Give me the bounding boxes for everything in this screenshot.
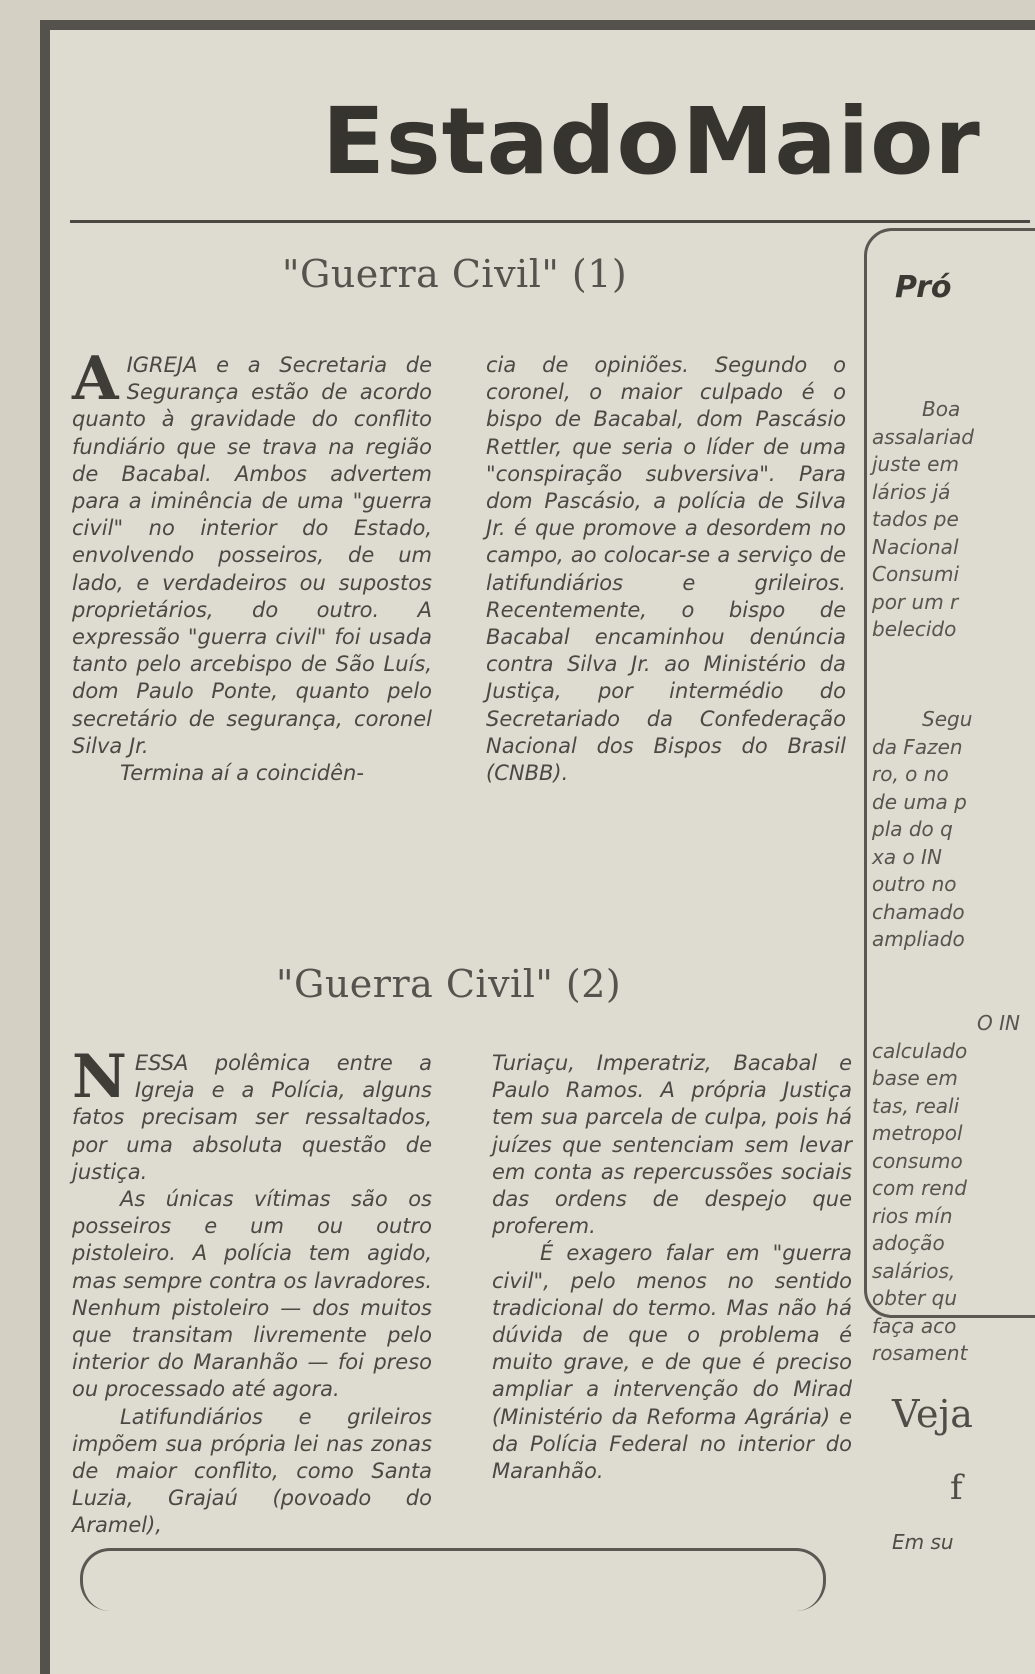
article-1-column-2 bbox=[486, 352, 846, 787]
bottom-fragment: f bbox=[950, 1468, 963, 1508]
sidebar-line: por um r bbox=[872, 589, 959, 614]
sidebar-line: da Fazen bbox=[872, 734, 963, 759]
sidebar-line: tados pe bbox=[872, 507, 959, 531]
sidebar-line: obter qu bbox=[872, 1286, 958, 1310]
article-2-column-1 bbox=[72, 1042, 432, 1540]
sidebar-line: belecido bbox=[872, 617, 957, 641]
sidebar-line: Nacional bbox=[872, 534, 959, 559]
sidebar-line: rosament bbox=[872, 1341, 968, 1365]
sidebar-line: salários, bbox=[872, 1258, 956, 1283]
bottom-box bbox=[80, 1548, 826, 1611]
article-2-col1-para-2: As únicas vítimas são os posseiros e um ou outro pistoleiro. A polícia tem agido, mas sempre contra os lavradores. Nenhum pistoleiro — dos muitos que transitam livremente pelo interior do Maranhão — foi preso ou processado até agora. bbox=[72, 1187, 432, 1402]
article-1-column-1 bbox=[72, 344, 432, 787]
sidebar-line: Consumi bbox=[872, 562, 960, 586]
sidebar-line: tas, reali bbox=[872, 1093, 960, 1118]
article-1-col1-para-1: IGREJA e a Secretaria de Segurança estão de acordo quanto à gravidade do conflito fundiário que se trava na região de Bacabal. Ambos advertem para a iminência de uma "guerra civil" no interior do Estado, envolvendo posseiros, de um lado, e verdadeiros ou supostos proprietários, do outro. A expressão "guerra civil" foi usada tanto pelo arcebispo de São Luís, dom Paulo Ponte, quanto pelo secretário de segurança, coronel Silva Jr. bbox=[72, 353, 432, 758]
article-2-col1-para-1: ESSA polêmica entre a Igreja e a Polícia, alguns fatos precisam ser ressaltados, por uma absoluta questão de justiça. bbox=[72, 1051, 432, 1184]
sidebar-line: base em bbox=[872, 1066, 958, 1090]
article-2-col1-para-3: Latifundiários e grileiros impõem sua própria lei nas zonas de maior conflito, como Santa Luzia, Grajaú (povoado do Aramel), bbox=[72, 1404, 432, 1538]
masthead-rule bbox=[70, 220, 1030, 223]
article-2-headline: "Guerra Civil" (2) bbox=[276, 962, 622, 1006]
sidebar-line: assalariad bbox=[872, 424, 974, 449]
sidebar-line: consumo bbox=[872, 1148, 963, 1173]
article-2-column-2 bbox=[492, 1050, 852, 1485]
bottom-small-text: Em su bbox=[892, 1530, 954, 1554]
sidebar-line: de uma p bbox=[872, 789, 967, 814]
sidebar-line: chamado bbox=[872, 899, 965, 924]
sidebar-line: Boa bbox=[922, 397, 961, 421]
article-2-dropcap: N bbox=[72, 1042, 127, 1112]
sidebar-paragraph-1 bbox=[872, 396, 1035, 644]
sidebar-line: ro, o no bbox=[872, 762, 949, 786]
article-2-col2-para-2: É exagero falar em "guerra civil", pelo menos no sentido tradicional do termo. Mas não há dúvida de que o problema é muito grave, e de que é preciso ampliar a intervenção do Mirad (Ministério da Reforma Agrária) e da Polícia Federal no interior do Maranhão. bbox=[492, 1241, 852, 1484]
sidebar-paragraph-2 bbox=[872, 706, 1035, 954]
sidebar-line: outro no bbox=[872, 872, 957, 896]
article-1-headline: "Guerra Civil" (1) bbox=[282, 252, 628, 296]
article-2-col2-para-1: Turiaçu, Imperatriz, Bacabal e Paulo Ramos. A própria Justiça tem sua parcela de culpa, pois há juízes que sentenciam sem levar em conta as repercussões sociais das ordens de despejo que proferem. bbox=[492, 1051, 852, 1239]
article-1-dropcap: A bbox=[72, 344, 119, 414]
article-1-col1-para-2: Termina aí a coincidên- bbox=[120, 761, 364, 786]
masthead-word-1: Estado bbox=[322, 88, 681, 195]
article-1-col2-para-1: cia de opiniões. Segundo o coronel, o maior culpado é o bispo de Bacabal, dom Pascásio Rettler, que seria o líder de uma "conspiração subversiva". Para dom Pascásio, a polícia de Silva Jr. é que promove a desordem no campo, ao colocar-se a serviço de latifundiários e grileiros. Recentemente, o bispo de Bacabal encaminhou denúncia contra Silva Jr. ao Ministério da Justiça, por intermédio do Secretariado da Confederação Nacional dos Bispos do Brasil (CNBB). bbox=[486, 353, 846, 786]
sidebar-line: ampliado bbox=[872, 927, 965, 951]
sidebar-line: calculado bbox=[872, 1038, 968, 1063]
sidebar-line: O IN bbox=[977, 1011, 1020, 1035]
sidebar-line: Segu bbox=[922, 707, 973, 731]
sidebar-line: com rend bbox=[872, 1176, 967, 1200]
sidebar-line: juste em bbox=[872, 452, 959, 476]
sidebar-line: metropol bbox=[872, 1121, 963, 1145]
masthead-word-2: Maior bbox=[682, 88, 981, 195]
bottom-headline: Veja bbox=[892, 1392, 973, 1436]
sidebar-line: rios mín bbox=[872, 1203, 953, 1228]
sidebar-line: pla do q bbox=[872, 817, 953, 841]
sidebar-line: lários já bbox=[872, 479, 951, 504]
sidebar-paragraph-3 bbox=[872, 1010, 1035, 1368]
sidebar-line: xa o IN bbox=[872, 844, 942, 869]
sidebar-title: Pró bbox=[895, 270, 952, 305]
sidebar-line: faça aco bbox=[872, 1313, 957, 1338]
sidebar-line: adoção bbox=[872, 1231, 945, 1255]
